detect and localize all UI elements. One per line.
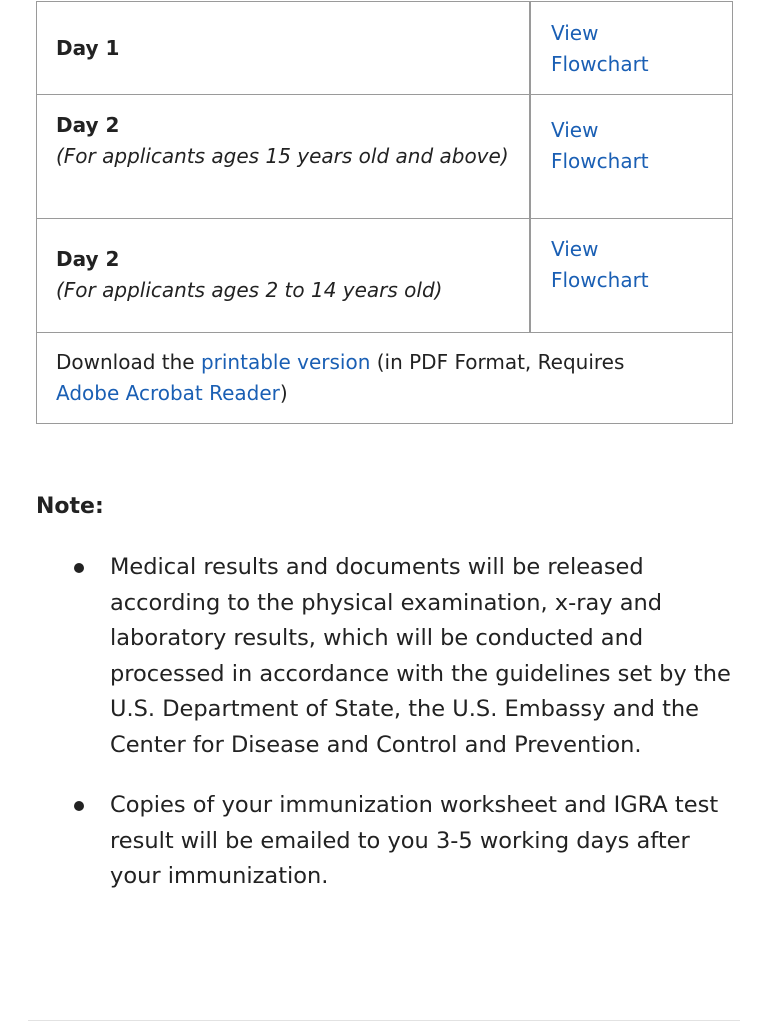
download-middle: (in PDF Format, Requires	[370, 350, 625, 374]
flowchart-cell	[533, 95, 732, 218]
view-flowchart-link[interactable]	[551, 115, 721, 177]
divider	[28, 1020, 740, 1021]
view-flowchart-link-line2: Flowchart	[551, 149, 649, 173]
view-flowchart-link[interactable]	[551, 234, 721, 296]
bullet-icon	[74, 563, 84, 573]
table-row	[37, 219, 732, 333]
table-row	[37, 95, 732, 219]
flowchart-cell	[533, 219, 732, 332]
schedule-table	[36, 1, 733, 424]
download-suffix: )	[279, 381, 288, 405]
printable-version-link[interactable]: printable version	[200, 350, 371, 374]
view-flowchart-link[interactable]	[551, 18, 721, 80]
day-label: Day 2	[56, 247, 120, 271]
age-note: (For applicants ages 2 to 14 years old)	[56, 278, 443, 302]
flowchart-cell	[533, 2, 732, 94]
adobe-reader-link[interactable]: Adobe Acrobat Reader	[56, 381, 280, 405]
day-label: Day 1	[56, 36, 120, 60]
bullet-icon	[74, 801, 84, 811]
view-flowchart-link-line1: View	[551, 237, 599, 261]
view-flowchart-link-line1: View	[551, 118, 599, 142]
table-row	[37, 2, 732, 95]
note-list	[72, 550, 742, 920]
note-text: Copies of your immunization worksheet and IGRA test result will be emailed to you 3-5 working days after your immunization.	[110, 792, 719, 889]
view-flowchart-link-line2: Flowchart	[551, 268, 649, 292]
note-text: Medical results and documents will be released according to the physical examination, x-ray and laboratory results, which will be conducted and processed in accordance with the guidelines set by the U.S. Department of State, the U.S. Embassy and the Center for Disease and Control and Prevention.	[110, 554, 731, 758]
download-prefix: Download the	[56, 350, 201, 374]
list-item	[72, 788, 742, 895]
list-item	[72, 550, 742, 763]
day-cell	[37, 219, 531, 332]
day-cell	[37, 2, 531, 94]
download-row	[37, 333, 732, 424]
note-heading: Note:	[36, 494, 104, 519]
day-label: Day 2	[56, 113, 120, 137]
view-flowchart-link-line1: View	[551, 21, 599, 45]
age-note: (For applicants ages 15 years old and above)	[56, 144, 509, 168]
day-cell	[37, 95, 531, 218]
view-flowchart-link-line2: Flowchart	[551, 52, 649, 76]
download-text	[56, 347, 676, 409]
